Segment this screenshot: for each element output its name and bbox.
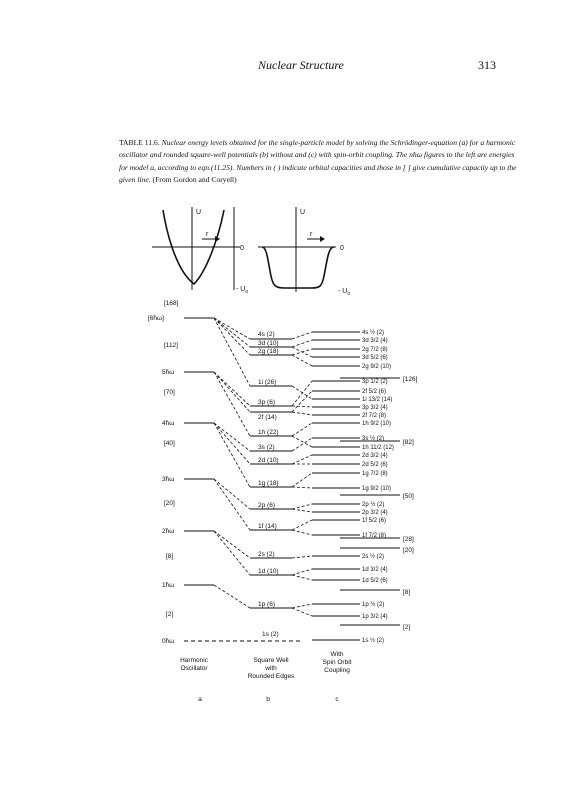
sublevel-2g7/2: 2g 7/2 (8) bbox=[362, 347, 388, 353]
sublevel-1h9/2: 1h 9/2 (10) bbox=[362, 421, 392, 427]
label-spin-orbit: Spin Orbit bbox=[322, 659, 352, 666]
column-footer-labels bbox=[180, 651, 352, 703]
level-4s: 4s (2) bbox=[258, 331, 275, 338]
label-harmonic: Harmonic bbox=[180, 657, 208, 664]
spin-orbit-labels bbox=[362, 329, 394, 644]
harmonic-zero-label: 0 bbox=[240, 245, 244, 252]
sublevel-1g9/2: 1g 9/2 (10) bbox=[362, 486, 392, 492]
energy-4hw: 4ħω bbox=[162, 420, 175, 427]
sublevel-3s1/2: 3s ½ (2) bbox=[362, 436, 385, 442]
magic-126: [126] bbox=[403, 376, 418, 383]
sublevel-1d3/2: 1d 3/2 (4) bbox=[362, 567, 388, 573]
well-to-spin-orbit-connectors bbox=[292, 332, 312, 616]
energy-6hw: [6ħω] bbox=[148, 315, 164, 322]
sublevel-3d5/2: 3d 5/2 (6) bbox=[362, 355, 388, 361]
square-well-u0-label: - $U_o$ bbox=[338, 288, 351, 297]
sublevel-1f7/2: 1f 7/2 (8) bbox=[362, 533, 387, 539]
letter-b: b bbox=[266, 696, 270, 703]
level-1h: 1h (22) bbox=[258, 429, 279, 436]
magic-20: [20] bbox=[403, 547, 414, 554]
level-2p: 2p (6) bbox=[258, 502, 275, 509]
harmonic-u0-label: - $U_o$ bbox=[236, 286, 249, 295]
magic-82: [82] bbox=[403, 439, 414, 446]
level-1g: 1g (18) bbox=[258, 480, 279, 487]
level-2g: 2g (18) bbox=[258, 348, 279, 355]
sublevel-2g9/2: 2g 9/2 (10) bbox=[362, 364, 392, 370]
header-title: Nuclear Structure bbox=[258, 58, 344, 72]
square-well-zero-label: 0 bbox=[340, 245, 344, 252]
label-rounded-edges: Rounded Edges bbox=[247, 673, 295, 680]
caption-body: Nuclear energy levels obtained for the single-particle model by solving the Schrödinger-equation (a) for a harmonic oscillator and rounded square-well potentials (b) without and (c) with spin-orbit coupling. The nħω figures to the left are energies for model a, according to eqn.(11.25). Numbers in ( ) indicate orbital capacities and those in [ ] give cumulative capacity up to the given line. bbox=[119, 138, 517, 184]
level-1f: 1f (14) bbox=[258, 523, 277, 530]
sublevel-2d5/2: 2d 5/2 (6) bbox=[362, 462, 388, 468]
sublevel-1f5/2: 1f 5/2 (6) bbox=[362, 518, 387, 524]
sublevel-2p1/2: 2p ½ (2) bbox=[362, 502, 385, 508]
square-well-r-label: r bbox=[310, 231, 313, 238]
level-2d: 2d (10) bbox=[258, 457, 279, 464]
sublevel-2s1/2: 2s ½ (2) bbox=[362, 554, 385, 560]
magic-8: [8] bbox=[403, 589, 411, 596]
label-with-c: With bbox=[330, 651, 344, 658]
level-1d: 1d (10) bbox=[258, 568, 279, 575]
cumulative-168: [168] bbox=[164, 300, 179, 307]
energy-0hw: 0ħω bbox=[162, 638, 175, 645]
energy-5hw: 5ħω bbox=[162, 369, 175, 376]
label-oscillator: Oscillator bbox=[180, 665, 208, 672]
sublevel-2p3/2: 2p 3/2 (4) bbox=[362, 510, 388, 516]
sublevel-1g7/2: 1g 7/2 (8) bbox=[362, 471, 388, 477]
magic-28: [28] bbox=[403, 536, 414, 543]
label-square-well: Square Well bbox=[253, 657, 289, 664]
level-3p: 3p (6) bbox=[258, 399, 275, 406]
cumulative-112: [112] bbox=[164, 342, 178, 349]
level-1s: 1s (2) bbox=[262, 631, 279, 638]
cumulative-70: [70] bbox=[164, 389, 175, 396]
cumulative-20: [20] bbox=[164, 500, 175, 507]
letter-c: c bbox=[335, 696, 339, 703]
sublevel-1h11/2: 1h 11/2 (12) bbox=[362, 445, 394, 451]
level-3d: 3d (10) bbox=[258, 340, 279, 347]
cumulative-40: [40] bbox=[164, 440, 175, 447]
sublevel-4s1/2: 4s ½ (2) bbox=[362, 330, 385, 336]
sublevel-1p3/2: 1p 3/2 (4) bbox=[362, 614, 388, 620]
label-coupling: Coupling bbox=[324, 667, 350, 674]
level-3s: 3s (2) bbox=[258, 444, 275, 451]
page-number: 313 bbox=[478, 58, 496, 72]
square-well-potential-plot bbox=[258, 207, 336, 292]
oscillator-to-well-connectors bbox=[214, 318, 250, 608]
caption-source: (From Gordon and Coryell) bbox=[152, 174, 237, 184]
level-2f: 2f (14) bbox=[258, 414, 277, 421]
magic-2: [2] bbox=[403, 624, 411, 631]
level-2s: 2s (2) bbox=[258, 551, 275, 558]
cumulative-2: [2] bbox=[166, 611, 174, 618]
letter-a: a bbox=[198, 696, 202, 703]
sublevel-2f5/2: 2f 5/2 (6) bbox=[362, 389, 387, 395]
energy-2hw: 2ħω bbox=[162, 528, 175, 535]
level-1i: 1i (26) bbox=[258, 379, 277, 386]
caption-label: TABLE 11.6. bbox=[119, 138, 160, 147]
level-1p: 1p (6) bbox=[258, 601, 275, 608]
harmonic-r-label: r bbox=[206, 231, 209, 238]
sublevel-3p1/2: 3p 1/2 (2) bbox=[362, 379, 388, 385]
label-with: with bbox=[265, 665, 277, 672]
harmonic-potential-plot bbox=[152, 207, 240, 290]
square-well-u-label: U bbox=[300, 209, 306, 216]
sublevel-2f7/2: 2f 7/2 (8) bbox=[362, 413, 387, 419]
sublevel-1s1/2: 1s ½ (2) bbox=[362, 638, 385, 644]
magic-number-labels bbox=[403, 376, 418, 631]
sublevel-3p3/2: 3p 3/2 (4) bbox=[362, 405, 388, 411]
sublevel-1i13/2: 1i 13/2 (14) bbox=[362, 397, 393, 403]
harmonic-u-label: U bbox=[196, 209, 202, 216]
energy-1hw: 1ħω bbox=[162, 582, 175, 589]
sublevel-2d3/2: 2d 3/2 (4) bbox=[362, 453, 388, 459]
oscillator-level-lines bbox=[184, 318, 300, 641]
magic-50: [50] bbox=[403, 493, 414, 500]
sublevel-3d3/2: 3d 3/2 (4) bbox=[362, 338, 388, 344]
sublevel-1p1/2: 1p ½ (2) bbox=[362, 602, 385, 608]
sublevel-1d5/2: 1d 5/2 (6) bbox=[362, 578, 388, 584]
energy-3hw: 3ħω bbox=[162, 476, 175, 483]
cumulative-8: [8] bbox=[166, 553, 174, 560]
